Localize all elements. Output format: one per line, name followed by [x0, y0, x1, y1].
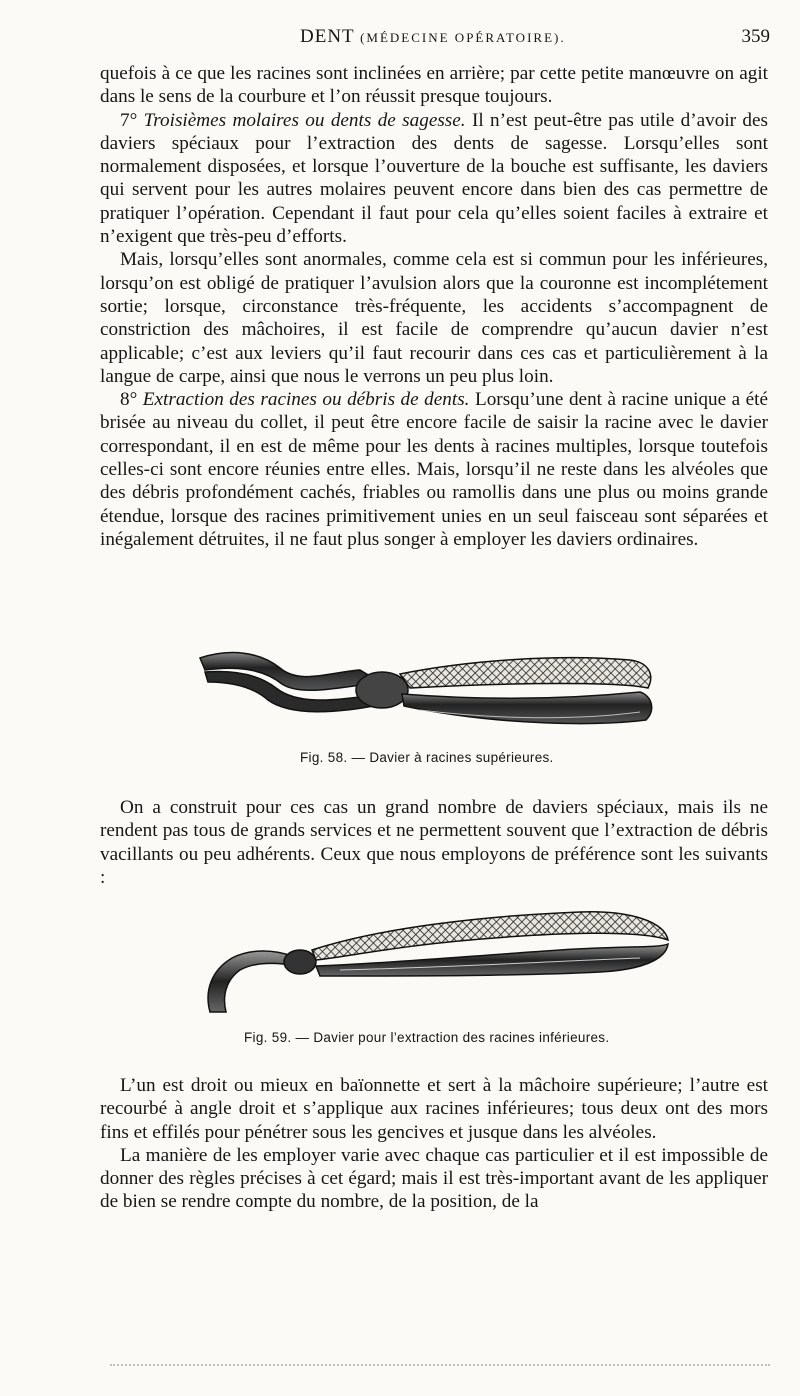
text-block-middle — [100, 796, 768, 889]
bottom-scan-noise — [110, 1360, 770, 1366]
paragraph-body: Il n’est peut-être pas utile d’avoir des daviers spéciaux pour l’extraction des dents de sagesse. Lorsqu’elles sont normalement disposées, et lorsque l’ouverture de la bouche est suffisante, les daviers qui servent pour les autres molaires peuvent encore dans bien des cas permettre de pratiquer l’opération. Cependant il faut pour cela qu’elles soient faciles à extraire et n’exigent que très-peu d’efforts. — [100, 109, 769, 248]
text-block-top — [100, 62, 768, 551]
text-block-bottom — [100, 1074, 768, 1214]
figure-58 — [0, 630, 800, 780]
paragraph-continuation: quefois à ce que les racines sont inclinées en arrière; par cette petite manœuvre on agit dans le sens de la courbure et l’on réussit presque toujours. — [100, 63, 768, 108]
figure-59 — [0, 900, 800, 1050]
paragraph-roots — [100, 388, 768, 551]
paragraph-two-forceps: L’un est droit ou mieux en baïonnette et sert à la mâchoire supérieure; l’autre est recourbé à angle droit et s’applique aux racines inférieures; tous deux ont des mors fins et effilés pour pénétrer sous les gencives et jusque dans les alvéoles. — [100, 1075, 768, 1143]
page-number: 359 — [741, 26, 770, 47]
section-number: 7° — [120, 109, 138, 131]
paragraph-abnormal: Mais, lorsqu’elles sont anormales, comme cela est si commun pour les inférieures, lorsqu’on est obligé de pratiquer l’avulsion alors que la couronne est incomplétement sortie; lorsque, circonstance très-fréquente, les accidents s’accompagnent de constriction des mâchoires, il est facile de comprendre qu’aucun davier n’est applicable; c’est aux leviers qu’il faut recourir dans ces cas et particulièrement à la langue de carpe, ainsi que nous le verrons un peu plus loin. — [100, 249, 768, 387]
paragraph-special-forceps: On a construit pour ces cas un grand nombre de daviers spéciaux, mais ils ne rendent pas tous de grands services et ne permettent souvent que l’extraction de débris vacillants ou peu adhérents. Ceux que nous employons de préférence sont les suivants : — [100, 797, 768, 888]
forceps-upper-roots-illustration — [0, 630, 800, 750]
running-header — [100, 26, 770, 52]
section-title: Extraction des racines ou débris de dents. — [142, 389, 470, 411]
header-title-main: DENT — [300, 26, 355, 47]
paragraph-usage: La manière de les employer varie avec chaque cas particulier et il est impossible de donner des règles précises à cet égard; mais il est très-important avant de les appliquer de bien se rendre compte du nombre, de la position, de la — [100, 1144, 768, 1213]
forceps-lower-roots-illustration — [0, 900, 800, 1025]
figure-58-caption: Fig. 58. — Davier à racines supérieures. — [300, 750, 554, 765]
header-title — [300, 26, 566, 48]
header-title-sub: (MÉDECINE OPÉRATOIRE). — [360, 30, 566, 45]
figure-59-caption: Fig. 59. — Davier pour l’extraction des racines inférieures. — [244, 1030, 610, 1045]
section-number: 8° — [120, 389, 138, 411]
section-title: Troisièmes molaires ou dents de sagesse. — [143, 109, 466, 131]
paragraph-wisdom-teeth — [100, 109, 768, 249]
paragraph-body: Lorsqu’une dent à racine unique a été brisée au niveau du collet, il peut être encore facile de saisir la racine avec le davier correspondant, il en est de même pour les dents à racines multiples, lorsque toutefois celles-ci sont encore réunies entre elles. Mais, lorsqu’il ne reste dans les alvéoles que des débris profondément cachés, friables ou ramollis dans une plus ou moins grande étendue, lorsque des racines primitivement unies en un seul faisceau sont séparées et inégalement détruites, il ne faut plus songer à employer les daviers ordinaires. — [100, 389, 769, 550]
